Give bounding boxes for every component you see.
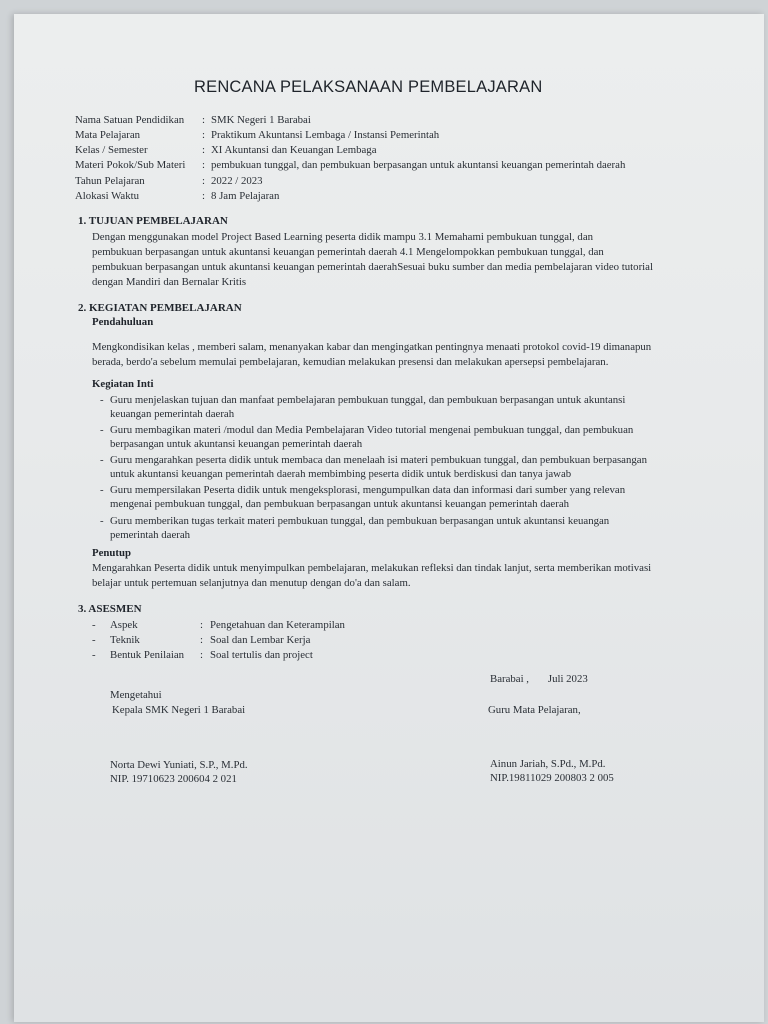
signature-left-line1: Mengetahui bbox=[110, 689, 162, 701]
identity-value: Praktikum Akuntansi Lembaga / Instansi Pemerintah bbox=[211, 129, 440, 141]
paragraph-line: belajar untuk pertemuan selanjutnya dan menutup dengan do'a dan salam. bbox=[92, 577, 411, 589]
identity-label: Nama Satuan Pendidikan bbox=[75, 114, 185, 126]
asesmen-dash: - bbox=[92, 649, 96, 661]
paragraph-line: Mengkondisikan kelas , memberi salam, menanyakan kabar dan mengingatkan pentingnya menaati protokol covid-19 dimanapun bbox=[92, 341, 652, 353]
document-page bbox=[14, 14, 764, 1022]
asesmen-label: Teknik bbox=[110, 634, 140, 646]
paragraph-line: berada, berdo'a sebelum memulai pembelajaran, kemudian melakukan presensi dan melakukan apersepsi pembelajaran. bbox=[92, 356, 609, 368]
place-date: Barabai , Juli 2023 bbox=[490, 673, 588, 685]
bullet-line: Guru membagikan materi /modul dan Media Pembelajaran Video tutorial mengenai pembukuan tunggal, dan pembukuan bbox=[110, 424, 634, 436]
asesmen-dash: - bbox=[92, 634, 96, 646]
bullet-dash: - bbox=[100, 424, 104, 436]
paragraph-line: dengan Mandiri dan Bernalar Kritis bbox=[92, 276, 247, 288]
asesmen-label: Aspek bbox=[110, 619, 138, 631]
section-heading-kegiatan: 2. KEGIATAN PEMBELAJARAN bbox=[78, 302, 242, 314]
bullet-line: Guru menjelaskan tujuan dan manfaat pembelajaran pembukuan tunggal, dan pembukuan berpasangan untuk akuntansi bbox=[110, 394, 626, 406]
subheading-kegiatan-inti: Kegiatan Inti bbox=[92, 378, 154, 390]
identity-label: Materi Pokok/Sub Materi bbox=[75, 159, 186, 171]
identity-sep: : bbox=[202, 175, 205, 187]
bullet-line: berpasangan untuk akuntansi keuangan pemerintah daerah bbox=[110, 438, 363, 450]
bullet-line: keuangan pemerintah daerah bbox=[110, 408, 235, 420]
bullet-dash: - bbox=[100, 454, 104, 466]
asesmen-sep: : bbox=[200, 634, 203, 646]
subheading-penutup: Penutup bbox=[92, 547, 132, 559]
bullet-line: mengenai pembukuan tunggal, dan pembukuan berpasangan untuk akuntansi keuangan pemerintah daerah bbox=[110, 498, 570, 510]
identity-value: SMK Negeri 1 Barabai bbox=[211, 114, 311, 126]
asesmen-sep: : bbox=[200, 619, 203, 631]
identity-sep: : bbox=[202, 190, 205, 202]
asesmen-value: Soal dan Lembar Kerja bbox=[210, 634, 311, 646]
identity-value: pembukuan tunggal, dan pembukuan berpasangan untuk akuntansi keuangan pemerintah daerah bbox=[211, 159, 626, 171]
asesmen-dash: - bbox=[92, 619, 96, 631]
identity-label: Tahun Pelajaran bbox=[75, 175, 145, 187]
identity-value: 2022 / 2023 bbox=[211, 175, 263, 187]
bullet-line: Guru memberikan tugas terkait materi pembukuan tunggal, dan pembukuan berpasangan untuk akuntansi keuangan bbox=[110, 515, 610, 527]
asesmen-sep: : bbox=[200, 649, 203, 661]
section-heading-asesmen: 3. ASESMEN bbox=[78, 603, 142, 615]
identity-value: 8 Jam Pelajaran bbox=[211, 190, 280, 202]
paragraph-line: pembukuan berpasangan untuk akuntansi keuangan pemerintah daerahSesuai buku sumber dan media pembelajaran video tutorial bbox=[92, 261, 653, 273]
paragraph-line: Dengan menggunakan model Project Based Learning peserta didik mampu 3.1 Memahami pembukuan tunggal, dan bbox=[92, 231, 594, 243]
subheading-pendahuluan: Pendahuluan bbox=[92, 316, 154, 328]
signature-right-nip: NIP.19811029 200803 2 005 bbox=[490, 772, 614, 784]
identity-sep: : bbox=[202, 114, 205, 126]
identity-sep: : bbox=[202, 144, 205, 156]
signature-left-name: Norta Dewi Yuniati, S.P., M.Pd. bbox=[110, 759, 248, 771]
bullet-dash: - bbox=[100, 515, 104, 527]
signature-left-line2: Kepala SMK Negeri 1 Barabai bbox=[112, 704, 246, 716]
bullet-line: untuk akuntansi keuangan pemerintah daerah membimbing peserta didik untuk berdiskusi dan tanya jawab bbox=[110, 468, 572, 480]
identity-sep: : bbox=[202, 129, 205, 141]
identity-label: Kelas / Semester bbox=[75, 144, 148, 156]
bullet-dash: - bbox=[100, 394, 104, 406]
bullet-line: Guru mempersilakan Peserta didik untuk mengeksplorasi, mengumpulkan data dan informasi dari sumber yang relevan bbox=[110, 484, 626, 496]
identity-sep: : bbox=[202, 159, 205, 171]
section-heading-tujuan: 1. TUJUAN PEMBELAJARAN bbox=[78, 215, 228, 227]
document-title: RENCANA PELAKSANAAN PEMBELAJARAN bbox=[194, 78, 543, 96]
paragraph-line: Mengarahkan Peserta didik untuk menyimpulkan pembelajaran, melakukan refleksi dan tindak lanjut, serta memberikan motivasi bbox=[92, 562, 652, 574]
asesmen-label: Bentuk Penilaian bbox=[110, 649, 185, 661]
signature-right-line1: Guru Mata Pelajaran, bbox=[488, 704, 581, 716]
asesmen-value: Soal tertulis dan project bbox=[210, 649, 313, 661]
signature-left-nip: NIP. 19710623 200604 2 021 bbox=[110, 773, 237, 785]
bullet-dash: - bbox=[100, 484, 104, 496]
identity-label: Mata Pelajaran bbox=[75, 129, 141, 141]
signature-right-name: Ainun Jariah, S.Pd., M.Pd. bbox=[490, 758, 606, 770]
bullet-line: pemerintah daerah bbox=[110, 529, 191, 541]
asesmen-value: Pengetahuan dan Keterampilan bbox=[210, 619, 345, 631]
identity-label: Alokasi Waktu bbox=[75, 190, 140, 202]
identity-value: XI Akuntansi dan Keuangan Lembaga bbox=[211, 144, 377, 156]
bullet-line: Guru mengarahkan peserta didik untuk membaca dan menelaah isi materi pembukuan tunggal, dan pembukuan berpasangan bbox=[110, 454, 647, 466]
paragraph-line: pembukuan berpasangan untuk akuntansi keuangan pemerintah daerah 4.1 Mengelompokkan pembukuan tunggal, dan bbox=[92, 246, 604, 258]
